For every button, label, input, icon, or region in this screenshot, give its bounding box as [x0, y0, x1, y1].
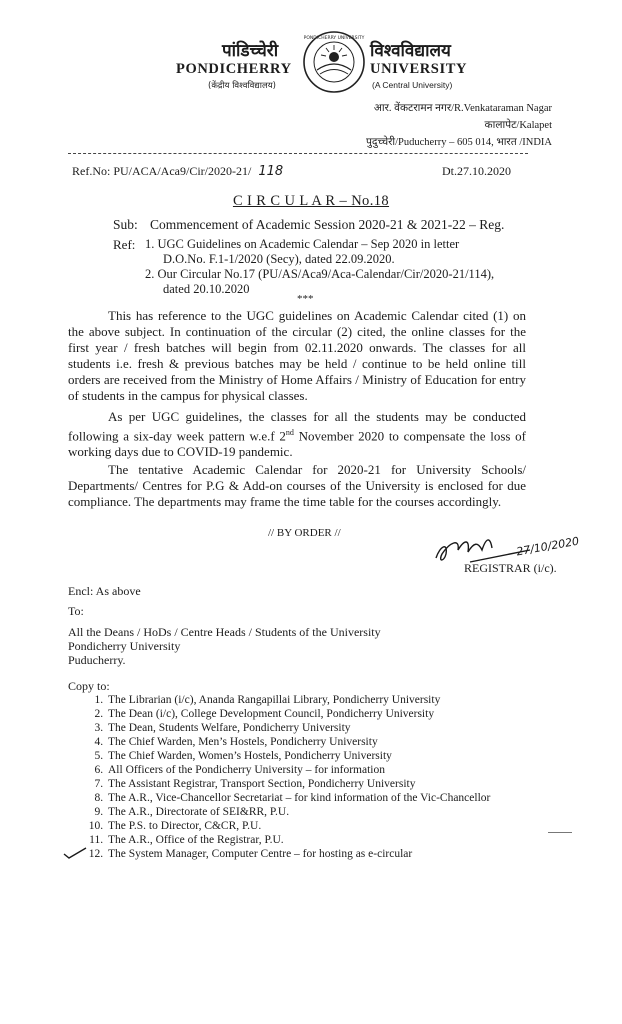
copy-item: 7. The Assistant Registrar, Transport Section, Pondicherry University [106, 777, 566, 791]
copy-item: 6. All Officers of the Pondicherry University – for information [106, 763, 566, 777]
address-line-2: कालापेट/Kalapet [484, 120, 552, 131]
to-line-3: Puducherry. [68, 653, 126, 667]
body-paragraph-3 [68, 462, 526, 510]
body-paragraph-2-text-b: November 2020 to compensate the loss of working days due to COVID-19 pandemic. [68, 428, 526, 460]
ref-2-line-1: 2. Our Circular No.17 (PU/AS/Aca9/Aca-Calendar/Cir/2020-21/114), [145, 267, 495, 281]
copy-item: 5. The Chief Warden, Women’s Hostels, Pondicherry University [106, 749, 566, 763]
reference-number-text: Ref.No: PU/ACA/Aca9/Cir/2020-21/ [72, 164, 252, 178]
to-label: To: [68, 604, 84, 618]
ref-1-line-2: D.O.No. F.1-1/2020 (Secy), dated 22.09.2020. [163, 252, 395, 266]
header-divider [68, 153, 528, 154]
copy-item: 3. The Dean, Students Welfare, Pondicherry University [106, 721, 566, 735]
university-hindi-name-right: विश्वविद्यालय [370, 41, 451, 61]
university-english-name-left: PONDICHERRY [176, 61, 292, 77]
checkmark-icon [62, 846, 88, 860]
body-paragraph-1-text: This has reference to the UGC guidelines on Academic Calendar cited (1) on the above subject. In continuation of the circular (2) cited, the online classes for the first year / fresh batches will begin from 02.11.2020 onwards. The classes for all students i.e. fresh & previous batches may be held / continue to be held online till orders are received from the Ministry of Home Affairs / Ministry of Education for entry of students in the campus for physical classes. [68, 308, 526, 403]
copy-item: 10. The P.S. to Director, C&CR, P.U. [106, 819, 566, 833]
copy-item: 12. The System Manager, Computer Centre – for hosting as e-circular [106, 847, 566, 861]
copy-item: 11. The A.R., Office of the Registrar, P.U. [106, 833, 566, 847]
signature-date: 27/10/2020 [515, 534, 581, 559]
subject-text: Commencement of Academic Session 2020-21 & 2021-22 – Reg. [150, 217, 505, 232]
central-university-english: (A Central University) [372, 80, 453, 90]
copy-to-list [68, 693, 566, 861]
circular-title: C I R C U L A R – No.18 [232, 193, 390, 209]
margin-dash [548, 832, 572, 833]
seal-text: PONDICHERRY UNIVERSITY [303, 36, 365, 41]
to-line-2: Pondicherry University [68, 639, 181, 653]
central-university-hindi: (केंद्रीय विश्वविद्यालय) [208, 81, 276, 91]
to-line-1: All the Deans / HoDs / Centre Heads / Students of the University [68, 625, 381, 639]
by-order: // BY ORDER // [268, 527, 341, 539]
copy-item: 2. The Dean (i/c), College Development Council, Pondicherry University [106, 707, 566, 721]
copy-item: 1. The Librarian (i/c), Ananda Rangapillai Library, Pondicherry University [106, 693, 566, 707]
reference-number-handwritten: 118 [258, 164, 284, 179]
university-seal-logo [302, 30, 366, 94]
ref-2-line-2: dated 20.10.2020 [163, 282, 250, 296]
address-line-3: पुदुच्चेरी/Puducherry – 605 014, भारत /INDIA [365, 137, 552, 148]
body-paragraph-2-text-a: As per UGC guidelines, the classes for all the students may be conducted following a six-day week pattern w.e.f 2 [68, 409, 526, 444]
subject-label: Sub: [113, 217, 138, 232]
registrar-designation: REGISTRAR (i/c). [464, 561, 557, 575]
university-hindi-name-left: पांडिच्चेरी [222, 41, 279, 61]
body-paragraph-2-sup: nd [285, 428, 294, 437]
circular-date: Dt.27.10.2020 [442, 164, 511, 178]
university-english-name-right: UNIVERSITY [370, 61, 468, 77]
body-paragraph-1 [68, 308, 526, 404]
body-paragraph-3-text: The tentative Academic Calendar for 2020-21 for University Schools/ Departments/ Centres for P.G & Add-on courses of the University is enclosed for due compliance. The departments may frame the time table for the courses accordingly. [68, 462, 526, 509]
ref-label: Ref: [113, 237, 136, 252]
copy-to-label: Copy to: [68, 679, 110, 693]
reference-number [72, 164, 283, 179]
section-separator: *** [297, 293, 314, 305]
body-paragraph-2 [68, 409, 526, 460]
copy-item: 9. The A.R., Directorate of SEI&RR, P.U. [106, 805, 566, 819]
ref-1-line-1: 1. UGC Guidelines on Academic Calendar – Sep 2020 in letter [145, 237, 460, 251]
enclosure: Encl: As above [68, 584, 141, 598]
address-line-1: आर. वेंकटरामन नगर/R.Venkataraman Nagar [373, 103, 552, 114]
copy-item: 8. The A.R., Vice-Chancellor Secretariat – for kind information of the Vic-Chancellor [106, 791, 566, 805]
copy-item: 4. The Chief Warden, Men’s Hostels, Pondicherry University [106, 735, 566, 749]
